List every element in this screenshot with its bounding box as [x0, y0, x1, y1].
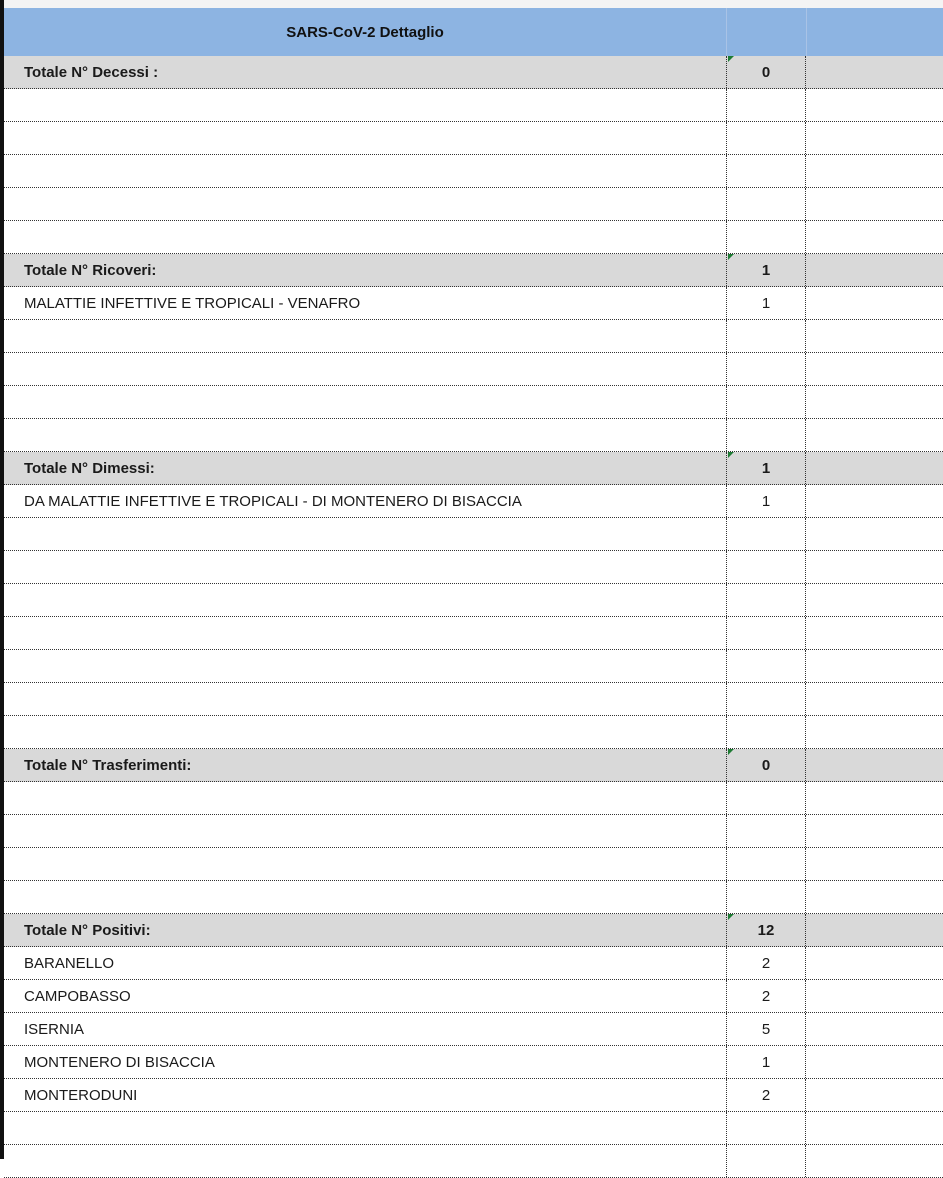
row-value-cell[interactable]: [726, 221, 806, 253]
title-row[interactable]: [4, 8, 943, 57]
table-row[interactable]: [4, 89, 943, 122]
row-label[interactable]: [24, 551, 724, 583]
row-value-cell[interactable]: [726, 89, 806, 121]
row-label[interactable]: [24, 419, 724, 451]
section-header-label[interactable]: Totale N° Ricoveri:: [24, 261, 157, 279]
row-value-cell[interactable]: 5: [726, 1013, 806, 1045]
row-label[interactable]: [24, 815, 724, 847]
table-row[interactable]: [4, 650, 943, 683]
section-header-label[interactable]: Totale N° Dimessi:: [24, 459, 155, 477]
row-label[interactable]: BARANELLO: [24, 954, 115, 972]
row-label[interactable]: [24, 353, 724, 385]
row-value-cell[interactable]: 1: [726, 287, 806, 319]
row-label[interactable]: [24, 89, 724, 121]
row-label[interactable]: ISERNIA: [24, 1020, 85, 1038]
row-label[interactable]: [24, 320, 724, 352]
section-header-row[interactable]: [4, 452, 943, 485]
row-value-cell[interactable]: [726, 815, 806, 847]
table-row[interactable]: [4, 584, 943, 617]
table-row[interactable]: [4, 419, 943, 452]
row-label[interactable]: [24, 617, 724, 649]
comment-indicator-icon: [728, 56, 734, 62]
table-row[interactable]: [4, 1145, 943, 1178]
title-separator: [806, 8, 807, 56]
section-header-row[interactable]: [4, 914, 943, 947]
section-header-row[interactable]: [4, 749, 943, 782]
row-label[interactable]: [24, 155, 724, 187]
row-value-cell[interactable]: 1: [726, 1046, 806, 1078]
row-value-cell[interactable]: [726, 683, 806, 715]
comment-indicator-icon: [728, 254, 734, 260]
table-row[interactable]: [4, 287, 943, 320]
table-row[interactable]: [4, 947, 943, 980]
table-row[interactable]: [4, 617, 943, 650]
row-value-cell[interactable]: [726, 584, 806, 616]
row-label[interactable]: DA MALATTIE INFETTIVE E TROPICALI - DI MONTENERO DI BISACCIA: [24, 492, 522, 510]
section-header-label[interactable]: Totale N° Trasferimenti:: [24, 756, 192, 774]
row-value-cell[interactable]: 2: [726, 980, 806, 1012]
row-value-cell[interactable]: [726, 650, 806, 682]
row-value-cell[interactable]: [726, 716, 806, 748]
sheet-title[interactable]: SARS-CoV-2 Dettaglio: [286, 23, 444, 41]
section-header-row[interactable]: [4, 254, 943, 287]
row-label[interactable]: [24, 122, 724, 154]
table-row[interactable]: [4, 683, 943, 716]
row-value-cell[interactable]: [726, 188, 806, 220]
row-value-cell[interactable]: [726, 1112, 806, 1144]
table-row[interactable]: [4, 1112, 943, 1145]
row-label[interactable]: [24, 782, 724, 814]
table-row[interactable]: [4, 518, 943, 551]
row-label[interactable]: [24, 848, 724, 880]
section-total-cell[interactable]: 0: [726, 749, 806, 781]
section-header-row[interactable]: [4, 56, 943, 89]
row-label[interactable]: [24, 584, 724, 616]
table-row[interactable]: [4, 1013, 943, 1046]
row-value-cell[interactable]: [726, 122, 806, 154]
table-row[interactable]: [4, 716, 943, 749]
row-value-cell[interactable]: [726, 353, 806, 385]
row-label[interactable]: [24, 221, 724, 253]
row-label[interactable]: [24, 518, 724, 550]
row-value-cell[interactable]: [726, 1145, 806, 1177]
section-total-cell[interactable]: 1: [726, 254, 806, 286]
comment-indicator-icon: [728, 452, 734, 458]
row-label[interactable]: [24, 650, 724, 682]
row-label[interactable]: MALATTIE INFETTIVE E TROPICALI - VENAFRO: [24, 294, 361, 312]
row-value-cell[interactable]: 2: [726, 947, 806, 979]
row-value-cell[interactable]: [726, 386, 806, 418]
table-row[interactable]: [4, 155, 943, 188]
row-value-cell[interactable]: [726, 419, 806, 451]
table-row[interactable]: [4, 320, 943, 353]
table-row[interactable]: [4, 485, 943, 518]
comment-indicator-icon: [728, 749, 734, 755]
table-row[interactable]: [4, 386, 943, 419]
table-row[interactable]: [4, 782, 943, 815]
title-separator: [726, 8, 727, 56]
table-row[interactable]: [4, 848, 943, 881]
table-row[interactable]: [4, 188, 943, 221]
row-label[interactable]: MONTENERO DI BISACCIA: [24, 1053, 215, 1071]
row-label[interactable]: [24, 386, 724, 418]
row-value-cell[interactable]: 1: [726, 485, 806, 517]
section-header-label[interactable]: Totale N° Positivi:: [24, 921, 151, 939]
table-row[interactable]: [4, 1079, 943, 1112]
row-label[interactable]: [24, 683, 724, 715]
section-total-cell[interactable]: 12: [726, 914, 806, 946]
table-row[interactable]: [4, 881, 943, 914]
row-value-cell[interactable]: [726, 155, 806, 187]
row-value-cell[interactable]: [726, 320, 806, 352]
row-label[interactable]: MONTERODUNI: [24, 1086, 138, 1104]
section-total-cell[interactable]: 1: [726, 452, 806, 484]
row-value-cell[interactable]: [726, 518, 806, 550]
row-value-cell[interactable]: [726, 848, 806, 880]
table-row[interactable]: [4, 980, 943, 1013]
row-label[interactable]: CAMPOBASSO: [24, 987, 131, 1005]
table-row[interactable]: [4, 353, 943, 386]
table-row[interactable]: [4, 1046, 943, 1079]
row-value-cell[interactable]: [726, 617, 806, 649]
row-label[interactable]: [24, 881, 724, 913]
row-label[interactable]: [24, 1145, 724, 1177]
section-header-label[interactable]: Totale N° Decessi :: [24, 63, 159, 81]
comment-indicator-icon: [728, 914, 734, 920]
section-total-cell[interactable]: 0: [726, 56, 806, 88]
row-label[interactable]: [24, 1112, 724, 1144]
row-label[interactable]: [24, 188, 724, 220]
row-value-cell[interactable]: [726, 551, 806, 583]
table-row[interactable]: [4, 551, 943, 584]
row-value-cell[interactable]: [726, 881, 806, 913]
table-row[interactable]: [4, 815, 943, 848]
row-value-cell[interactable]: 2: [726, 1079, 806, 1111]
row-label[interactable]: [24, 716, 724, 748]
table-row[interactable]: [4, 221, 943, 254]
row-value-cell[interactable]: [726, 782, 806, 814]
table-row[interactable]: [4, 122, 943, 155]
